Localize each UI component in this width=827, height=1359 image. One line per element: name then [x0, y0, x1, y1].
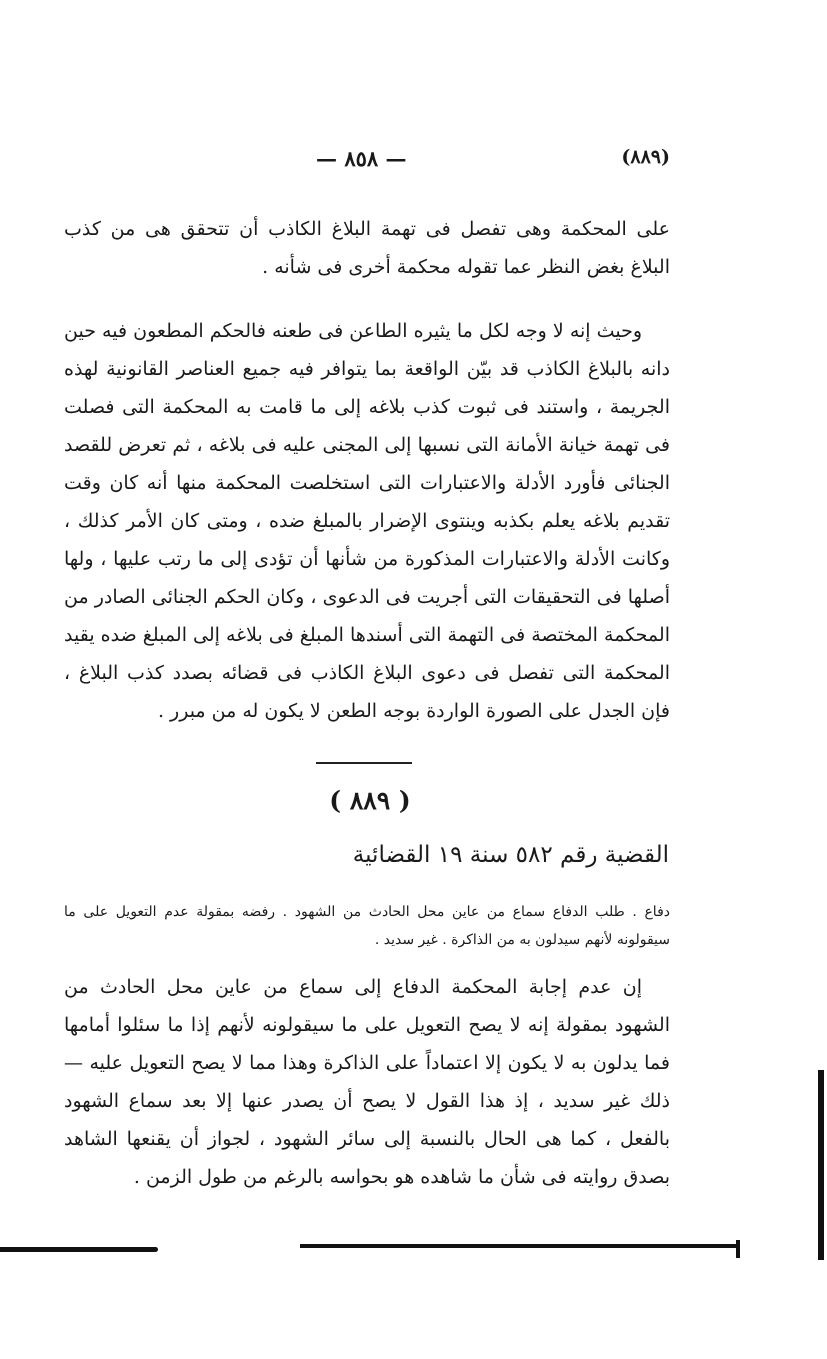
section-divider [316, 762, 412, 764]
page-header [64, 146, 670, 178]
case-reference: (٨٨٩) [621, 146, 670, 168]
bottom-rule-right [300, 1244, 740, 1248]
decision-body [64, 968, 670, 1196]
page-number: — ٨٥٨ — [316, 146, 407, 171]
paragraph-continuation: على المحكمة وهى تفصل فى تهمة البلاغ الكاذب أن تتحقق هى من كذب البلاغ بغض النظر عما تقوله محكمة أخرى فى شأنه . [64, 218, 670, 278]
decision-summary: دفاع . طلب الدفاع سماع من عاين محل الحادث من الشهود . رفضه بمقولة عدم التعويل على ما سيقولونه لأنهم سيدلون به من الذاكرة . غير سديد . [64, 904, 670, 948]
decision-body-text: إن عدم إجابة المحكمة الدفاع إلى سماع من عاين محل الحادث من الشهود بمقولة إنه لا يصح التعويل على ما سيقولونه لأنهم إذا ما سئلوا أمامها فما يدلون به لا يكون إلا اعتماداً على الذاكرة وهذا مما لا يصح التعويل عليه — ذلك غير سديد ، إذ هذا القول لا يصح أن يصدر عنها إلا بعد سماع الشهود بالفعل ، كما هى الحال بالنسبة إلى سائر الشهود ، لجواز أن يقنعها الشاهد بصدق روايته فى شأن ما شاهده هو بحواسه بالرغم من طول الزمن . [64, 976, 670, 1188]
bottom-rule-left [0, 1247, 158, 1252]
paragraph-reasoning-text: وحيث إنه لا وجه لكل ما يثيره الطاعن فى طعنه فالحكم المطعون فيه حين دانه بالبلاغ الكاذب قد بيّن الواقعة بما يتوافر فيه جميع العناصر القانونية لهذه الجريمة ، واستند فى ثبوت كذب بلاغه إلى ما قامت به المحكمة التى فصلت فى تهمة خيانة الأمانة التى نسبها إلى المجنى عليه فى بلاغه ، ثم تعرض للقصد الجنائى فأورد الأدلة والاعتبارات التى استخلصت المحكمة منها أنه كان وقت تقديم بلاغه يعلم بكذبه وينتوى الإضرار بالمبلغ ضده ، ومتى كان الأمر كذلك ، وكانت الأدلة والاعتبارات المذكورة من شأنها أن تؤدى إلى ما رتب عليها ، ولها أصلها فى التحقيقات التى أجريت فى الدعوى ، وكان الحكم الجنائى الصادر من المحكمة المختصة فى التهمة التى أسندها المبلغ فى بلاغه إلى المبلغ ضده يقيد المحكمة التى تفصل فى دعوى البلاغ الكاذب فى قضائه بصدد كذب البلاغ ، فإن الجدل على الصورة الواردة بوجه الطعن لا يكون له من مبرر . [64, 320, 670, 722]
margin-bar [818, 1070, 824, 1260]
case-title: القضية رقم ٥٨٢ سنة ١٩ القضائية [352, 842, 669, 868]
paragraph-reasoning [64, 312, 670, 730]
decision-number: ( ٨٨٩ ) [329, 786, 411, 815]
